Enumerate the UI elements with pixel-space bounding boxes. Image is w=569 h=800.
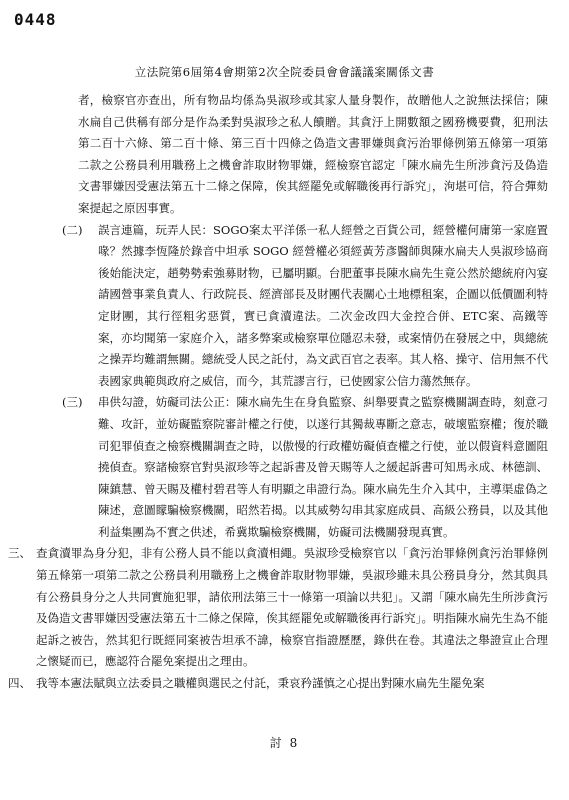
page-number: 0448 xyxy=(14,10,57,29)
item-text: 串供勾證，妨礙司法公正：陳水扁先生在身負監察、糾舉要責之監察機關調查時，刻意刁難、攻訐，並妨礙監察院審計權之行使，以遂行其獨裁專斷之意志，破壞監察權；復於職司犯罪偵查之檢察機關調查之時，以傲慢的行政權妨礙偵查權之行使，並以假資料意圖阻撓偵查。察諸檢察官對吳淑珍等之起訴書及曾天賜等人之緩起訴書可知馬永成、林德訓、陳鎮慧、曾天賜及權村碧君等人有明顯之串證行為。陳水扁先生介入其中，主導渠虛偽之陳述，意圖矇騙檢察機關，昭然若揭。以其威勢勾串其家庭成員、高級公務員，以及其他利益集團為不實之供述，希冀欺騙檢察機關，妨礙司法機關發現真實。 xyxy=(98,395,548,539)
section-number: 四、 xyxy=(8,676,31,691)
list-item xyxy=(58,392,548,543)
item-number: (二) xyxy=(62,222,83,237)
section xyxy=(8,673,548,695)
document-body xyxy=(8,90,548,695)
section xyxy=(8,543,548,673)
section-number: 三、 xyxy=(8,546,31,561)
list-item xyxy=(58,220,548,393)
item-number: (三) xyxy=(62,395,83,410)
section-text: 我等本憲法賦與立法委員之職權與選民之付託，秉哀矜謹慎之心提出對陳水扁先生罷免案 xyxy=(36,676,485,691)
item-text: 誤言連篇，玩弄人民：SOGO案太平洋係一私人經營之百貨公司，經營權何庸第一家庭置喙？然據李恆隆於錄音中坦承 SOGO 經營權必須經黃芳彥醫師與陳水扁夫人吳淑珍協商後始能決定，趙勢勢索強募財物，已屬明顯。台肥董事長陳水扁先生竟公然於總統府內宴請國營事業負責人、行政院長、經濟部長及財團代表關心土地標租案，企圖以低價圖利特定財團，其行徑粗劣惡質，實已貪瀆違法。二次金改四大金控合併、ETC案、高鐵等案，亦均聞第一家庭介入，諸多弊案或檢察單位隱忍未發，或案情仍在發展之中，與總統之操弄均難謂無關。總統受人民之託付，為文武百官之表率。其人格、操守、信用無不代表國家典範與政府之威信，而今，其荒謬言行，已使國家公信力蕩然無存。 xyxy=(98,222,548,388)
footer-page-label: 討 8 xyxy=(269,736,300,750)
section-text: 查貪瀆罪為身分犯，非有公務人員不能以貪瀆相繩。吳淑珍受檢察官以「貪污治罪條例貪污治罪條例第五條第一項第二款之公務員利用職務上之機會詐取財物罪嫌，吳淑珍雖未具公務員身分，然其與具有公務員身分之人共同實施犯罪，請依刑法第三十一條第一項論以共犯」。又謂「陳水扁先生所涉貪污及偽造文書罪嫌因受憲法第五十二條之保障，俟其經罷免或解職後再行訴究」。明指陳水扁先生為不能起訴之被告，然其犯行既經同案被告坦承不諱，檢察官指證歷歷，錄供在卷。其違法之舉證宣止合理之懷疑而已，應認符合罷免案提出之理由。 xyxy=(36,546,548,669)
document-header: 立法院第6屆第4會期第2次全院委員會會議議案關係文書 xyxy=(134,65,435,79)
paragraph-continuation: 者，檢察官亦查出，所有物品均係為吳淑珍或其家人量身製作，故贈他人之說無法採信；陳水扁自己供稱有部分是作為柔對吳淑珍之私人饋贈。其貪汙上開數額之國務機要費，犯刑法第二百十六條、第二百十條、第三百十四條之偽造文書罪嫌與貪污治罪條例第五條第一項第二款之公務員利用職務上之機會詐取財物罪嫌，經檢察官認定「陳水扁先生所涉貪污及偽造文書罪嫌因受憲法第五十二條之保障，俟其經罷免或解職後再行訴究」，洵堪可信，符合彈劾案提起之原因事實。 xyxy=(78,93,548,215)
